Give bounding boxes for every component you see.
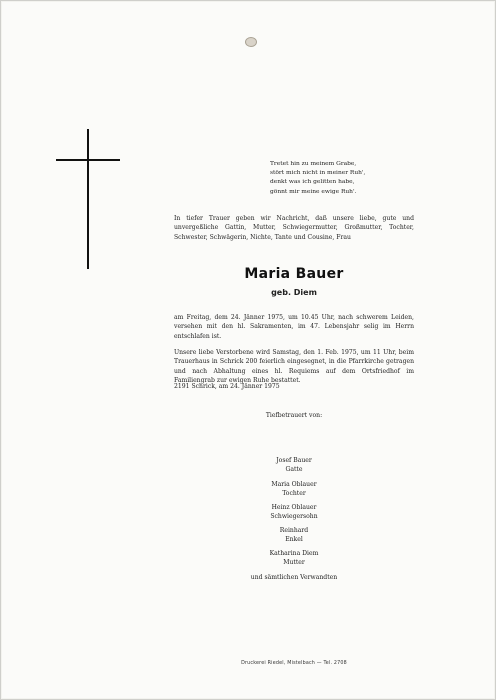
mourner [174,550,414,567]
poem-line: denkt was ich gelitten habe, [270,179,355,186]
mourner-name: Reinhard [279,527,309,534]
announcement-intro: In tiefer Trauer geben wir Nachricht, daß unsere liebe, gute und unvergeßliche Gattin, Mutter, Schwiegermutter, Großmutter, Tochter, Schwester, Schwägerin, Nichte, Tante und Cousine, Frau [174,215,414,241]
closing-line: und sämtlichen Verwandten [250,574,338,581]
mourner-name: Katharina Diem [269,550,319,557]
deceased-name: Maria Bauer [244,266,344,282]
printer-imprint: Druckerei Riedel, Mistelbach — Tel. 2708 [241,661,347,666]
punch-hole [245,37,257,47]
mourner-name: Heinz Oblauer [271,504,317,511]
mourner [174,527,414,544]
cross-icon-crossbar [56,159,120,161]
poem-line: stört mich nicht in meiner Ruh', [270,170,366,177]
poem-line: gönnt mir meine ewige Ruh'. [270,188,357,195]
mourner-name: Josef Bauer [276,457,312,464]
place-date: 2191 Schrick, am 24. Jänner 1975 [174,383,280,390]
cross-icon [87,129,89,269]
mourners-title: Tiefbetrauert von: [265,412,323,419]
mourner-relation: Tochter [282,489,306,497]
mourner-relation: Schwiegersohn [270,512,318,520]
mourner-relation: Mutter [283,558,305,566]
mourner [174,504,414,521]
funeral-notice: Unsere liebe Verstorbene wird Samstag, den 1. Feb. 1975, um 11 Uhr, beim Trauerhaus in Schrick 200 feierlich eingesegnet, in die Pfarrkirche getragen und nach Abhaltung eines hl. Requiems auf dem Ortsfriedhof im Familiengrab zur ewigen Ruhe bestattet. [174,349,414,384]
mourner-relation: Gatte [285,465,303,473]
death-notice: am Freitag, dem 24. Jänner 1975, um 10.45 Uhr, nach schwerem Leiden, versehen mit den hl. Sakramenten, im 47. Lebensjahr selig im Herrn entschlafen ist. [174,314,414,340]
mourner-relation: Enkel [285,535,303,543]
maiden-name: geb. Diem [271,288,317,297]
mourner [174,481,414,498]
poem-line: Tretet hin zu meinem Grabe, [270,161,357,167]
mourner-name: Maria Oblauer [271,481,317,488]
poem [270,160,430,197]
mourner [174,457,414,474]
